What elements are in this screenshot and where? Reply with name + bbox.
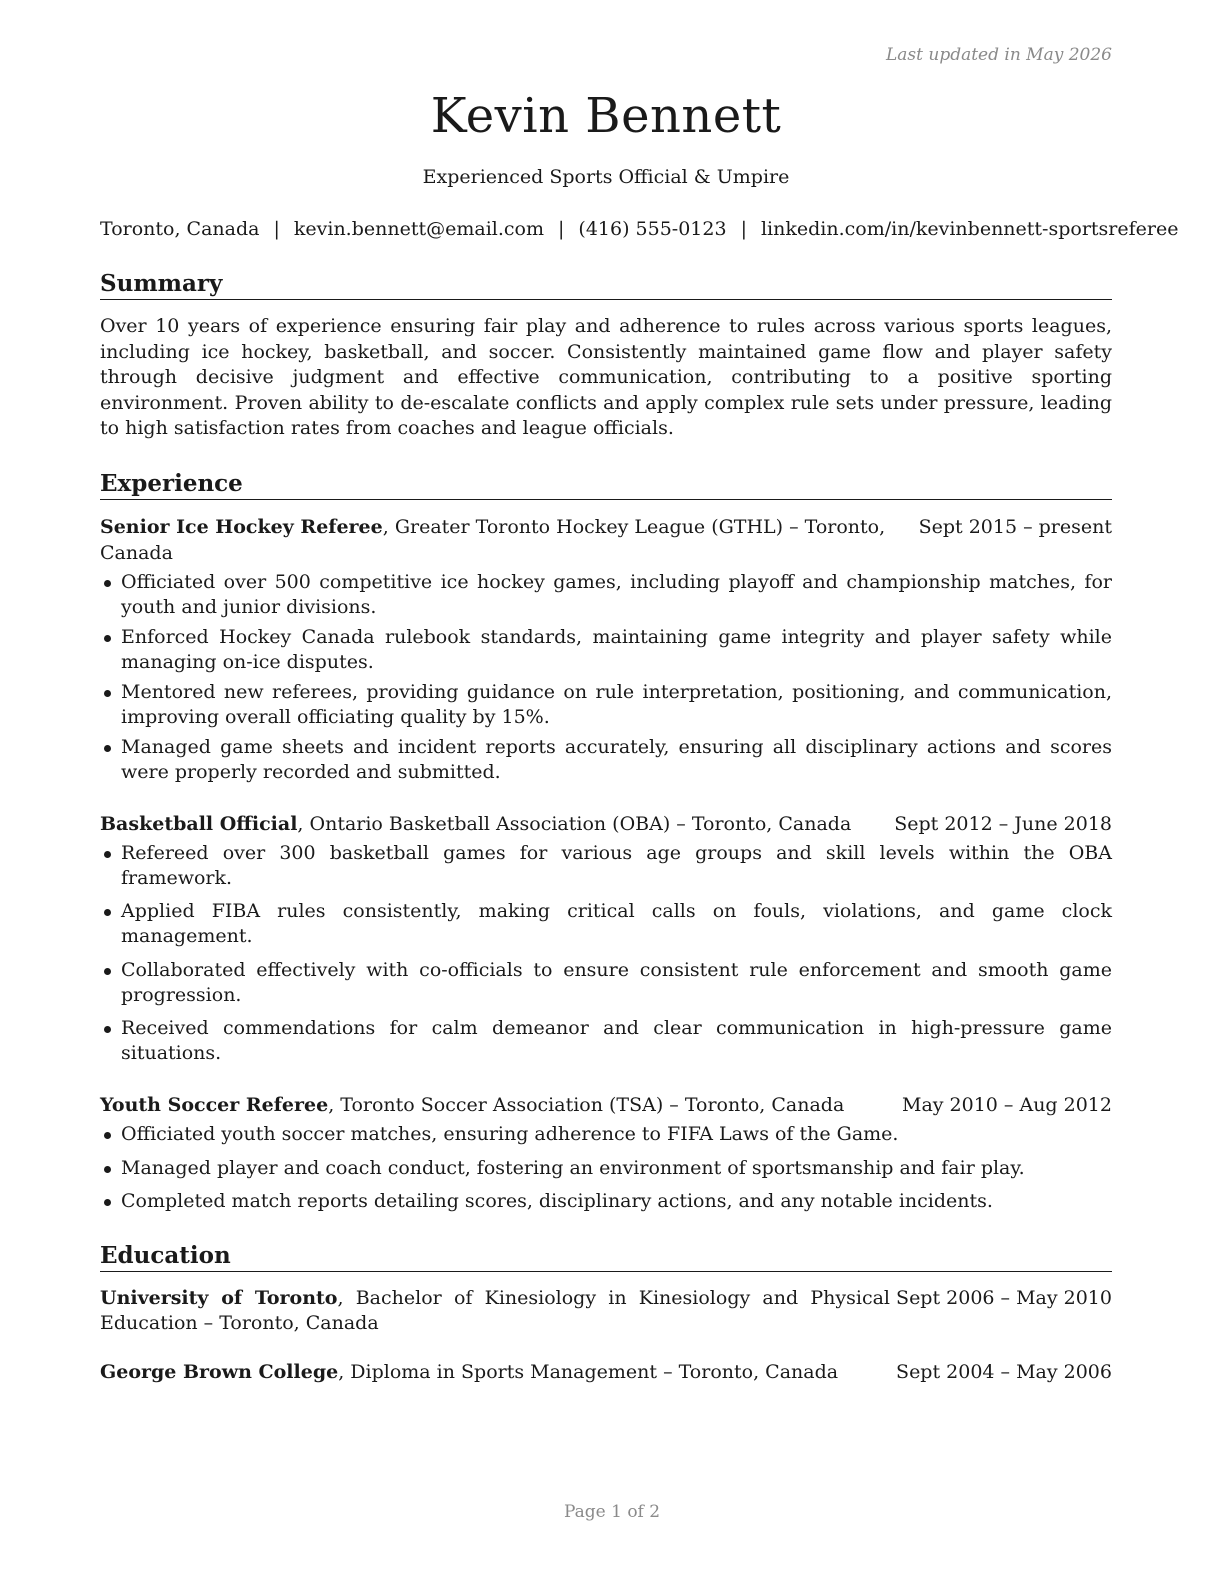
job-bullets (100, 570, 1112, 785)
contact-separator: | (273, 218, 280, 240)
education-dates: Sept 2004 – May 2006 (896, 1361, 1112, 1383)
job-bullet: Refereed over 300 basketball games for various age groups and skill levels within the OBA framework. (100, 841, 1112, 891)
contact-linkedin[interactable]: linkedin.com/in/kevinbennett-sportsreferee (760, 218, 1179, 240)
job-bullet: Officiated over 500 competitive ice hockey games, including playoff and championship matches, for youth and junior divisions. (100, 570, 1112, 620)
job-dates: May 2010 – Aug 2012 (901, 1094, 1112, 1116)
job-bullet: Collaborated effectively with co-officials to ensure consistent rule enforcement and smooth game progression. (100, 958, 1112, 1008)
summary-text: Over 10 years of experience ensuring fair play and adherence to rules across various sports leagues, including ice hockey, basketball, and soccer. Consistently maintained game flow and player safety through decisive judgment and effective communication, contributing to a positive sporting environment. Proven ability to de-escalate conflicts and apply complex rule sets under pressure, leading to high satisfaction rates from coaches and league officials. (100, 315, 1112, 439)
experience-heading: Experience (100, 470, 1112, 500)
contact-location: Toronto, Canada (100, 218, 260, 240)
job-dates: Sept 2012 – June 2018 (894, 812, 1112, 835)
job-role: Youth Soccer Referee (100, 1094, 329, 1116)
experience-entry-title (100, 514, 895, 566)
education-entry-title (100, 1360, 890, 1385)
page-number: Page 1 of 2 (563, 1502, 661, 1522)
job-bullet: Mentored new referees, providing guidance on rule interpretation, positioning, and communication, improving overall officiating quality by 15%. (100, 680, 1112, 730)
job-bullets (100, 841, 1112, 1067)
contact-separator: | (558, 218, 565, 240)
resume-page (100, 40, 1179, 1385)
summary-heading: Summary (100, 270, 1112, 300)
experience-entry (100, 514, 1112, 785)
job-bullet: Enforced Hockey Canada rulebook standards, maintaining game integrity and player safety while managing on-ice disputes. (100, 625, 1112, 675)
education-entry (100, 1360, 1112, 1385)
job-bullet: Received commendations for calm demeanor and clear communication in high-pressure game situations. (100, 1016, 1112, 1066)
experience-entry (100, 1092, 1112, 1214)
job-dates: Sept 2015 – present (918, 515, 1112, 538)
last-updated: Last updated in May 2026 (885, 45, 1112, 65)
contact-line (100, 216, 1179, 242)
experience-entry-header (100, 1092, 1112, 1118)
headline: Experienced Sports Official & Umpire (422, 166, 790, 188)
job-bullet: Completed match reports detailing scores, disciplinary actions, and any notable incidents. (100, 1189, 1112, 1214)
experience-entry-header (100, 811, 1112, 837)
experience-entry-title (100, 811, 851, 837)
degree-detail: , Bachelor of Kinesiology in Kinesiology and Physical Education – Toronto, Canada (100, 1287, 890, 1334)
school-name: University of Toronto (100, 1287, 338, 1309)
job-bullet: Officiated youth soccer matches, ensuring adherence to FIFA Laws of the Game. (100, 1122, 1112, 1147)
job-bullet: Managed game sheets and incident reports accurately, ensuring all disciplinary actions and scores were properly recorded and submitted. (100, 735, 1112, 785)
job-bullet: Managed player and coach conduct, fostering an environment of sportsmanship and fair play. (100, 1156, 1112, 1181)
contact-email[interactable]: kevin.bennett@email.com (293, 218, 544, 240)
job-bullets (100, 1122, 1112, 1214)
degree-detail: , Diploma in Sports Management – Toronto, Canada (338, 1361, 839, 1383)
school-name: George Brown College (100, 1361, 339, 1383)
experience-entry-title (100, 1092, 844, 1118)
education-entry (100, 1286, 1112, 1336)
job-organization: , Greater Toronto Hockey League (GTHL) – Toronto, Canada (100, 515, 886, 564)
candidate-name: Kevin Bennett (430, 88, 782, 144)
job-organization: , Toronto Soccer Association (TSA) – Toronto, Canada (328, 1094, 845, 1116)
job-bullet: Applied FIBA rules consistently, making critical calls on fouls, violations, and game clock management. (100, 899, 1112, 949)
experience-entry (100, 811, 1112, 1067)
education-heading: Education (100, 1242, 1112, 1272)
contact-phone[interactable]: (416) 555-0123 (578, 218, 727, 240)
experience-entry-header (100, 514, 1112, 566)
job-role: Basketball Official (100, 812, 298, 835)
job-role: Senior Ice Hockey Referee (100, 515, 383, 538)
contact-separator: | (740, 218, 747, 240)
education-dates: Sept 2006 – May 2010 (896, 1287, 1112, 1309)
education-entry-title (100, 1286, 890, 1336)
job-organization: , Ontario Basketball Association (OBA) – Toronto, Canada (297, 812, 852, 835)
